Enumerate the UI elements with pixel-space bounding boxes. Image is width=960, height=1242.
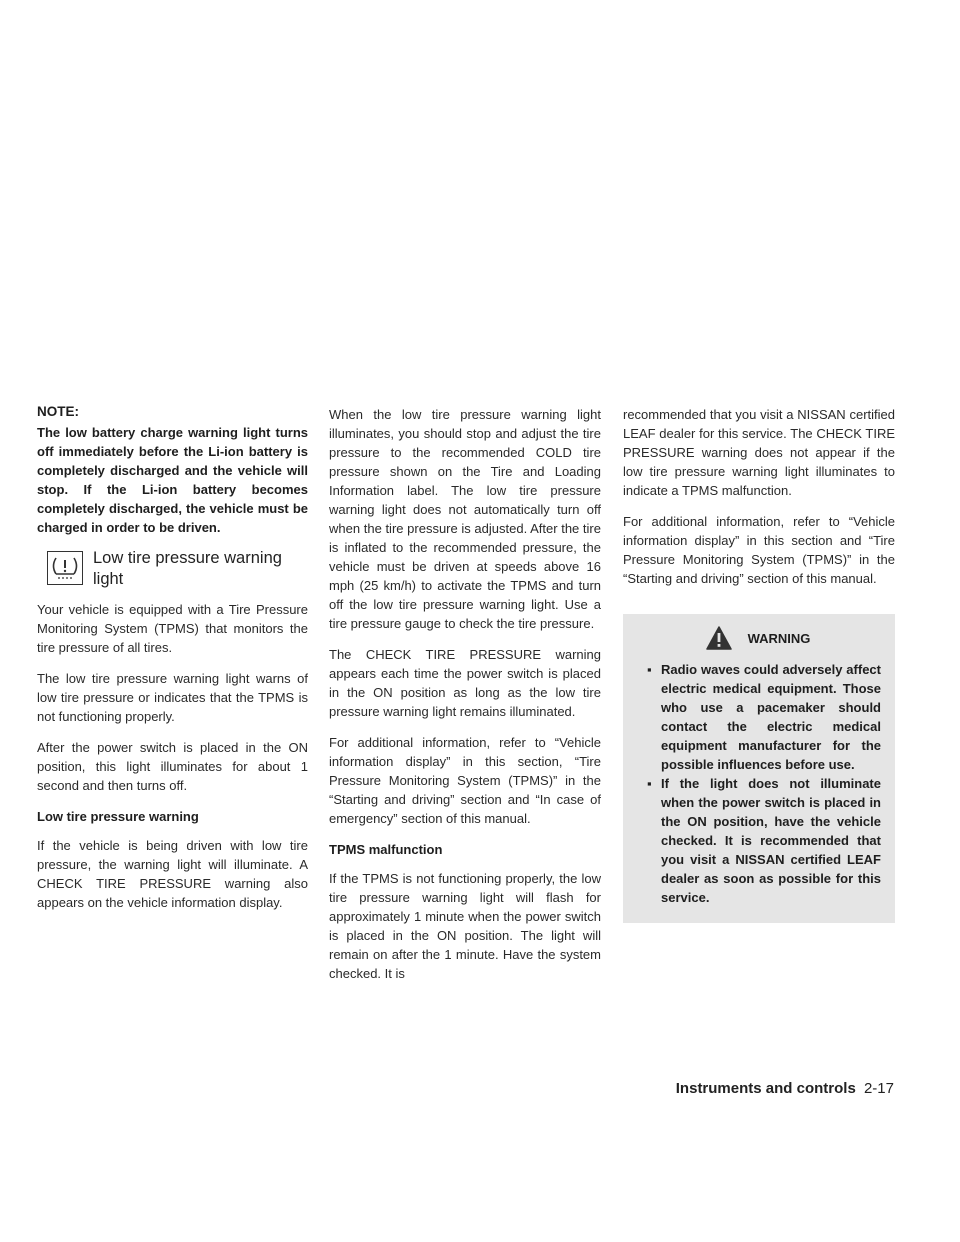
subheading: Low tire pressure warning	[37, 809, 199, 824]
note-body: The low battery charge warning light turns off immediately before the Li-ion battery is completely discharged and the vehicle will stop. If the Li-ion battery becomes completely discharged, the vehicle must be charged in order to be driven.	[37, 425, 308, 535]
light-heading	[37, 545, 308, 590]
warning-triangle-icon	[706, 626, 732, 650]
light-title: Low tire pressure warning light	[93, 549, 282, 588]
warning-header	[635, 626, 881, 650]
warning-title: WARNING	[747, 630, 811, 646]
paragraph: For additional information, refer to “Vehicle information display” in this section, “Tire Pressure Monitoring System (TPMS)” in the “Starting and driving” section and “In case of emergency” section of this manual.	[329, 735, 601, 826]
column-3	[623, 405, 895, 923]
column-1	[37, 402, 308, 924]
paragraph: After the power switch is placed in the ON position, this light illuminates for about 1 second and then turns off.	[37, 740, 308, 793]
warning-item: ▪ Radio waves could adversely affect electric medical equipment. Those who use a pacemaker should contact the electric medical equipment manufacturer for the possible influences before use.	[635, 660, 881, 774]
warning-item: ▪ If the light does not illuminate when the power switch is placed in the ON position, have the vehicle checked. It is recommended that you visit a NISSAN certified LEAF dealer as soon as possible for this service.	[635, 774, 881, 907]
footer-section-title: Instruments and controls	[675, 1080, 856, 1097]
page-footer	[676, 1079, 894, 1098]
paragraph: If the vehicle is being driven with low tire pressure, the warning light will illuminate. A CHECK TIRE PRESSURE warning also appears on the vehicle information display.	[37, 838, 308, 910]
paragraph: When the low tire pressure warning light illuminates, you should stop and adjust the tire pressure to the recommended COLD tire pressure shown on the Tire and Loading Information label. The low tire pressure warning light does not automatically turn off when the tire pressure is adjusted. After the tire is inflated to the recommended pressure, the vehicle must be driven at speeds above 16 mph (25 km/h) to activate the TPMS and turn off the low tire pressure warning light. Use a tire pressure gauge to check the tire pressure.	[329, 407, 601, 631]
paragraph: If the TPMS is not functioning properly, the low tire pressure warning light will flash for approximately 1 minute when the power switch is placed in the ON position. The light will remain on after the 1 minute. Have the system checked. It is	[329, 871, 601, 981]
page-number: 2-17	[863, 1080, 894, 1097]
tpms-warning-icon	[47, 551, 83, 585]
paragraph: The CHECK TIRE PRESSURE warning appears each time the power switch is placed in the ON position as long as the low tire pressure warning light remains illuminated.	[329, 647, 601, 719]
paragraph: For additional information, refer to “Vehicle information display” in this section and “Tire Pressure Monitoring System (TPMS)” in the “Starting and driving” section of this manual.	[623, 514, 895, 586]
note-heading: NOTE:	[37, 404, 79, 419]
paragraph: recommended that you visit a NISSAN certified LEAF dealer for this service. The CHECK TIRE PRESSURE warning does not appear if the low tire pressure warning light illuminates to indicate a TPMS malfunction.	[623, 407, 895, 498]
column-2	[329, 405, 601, 995]
warning-list	[635, 660, 881, 907]
subheading: TPMS malfunction	[329, 842, 443, 857]
warning-box	[623, 614, 895, 923]
paragraph: The low tire pressure warning light warns of low tire pressure or indicates that the TPMS is not functioning properly.	[37, 671, 308, 724]
paragraph: Your vehicle is equipped with a Tire Pressure Monitoring System (TPMS) that monitors the tire pressure of all tires.	[37, 602, 308, 655]
